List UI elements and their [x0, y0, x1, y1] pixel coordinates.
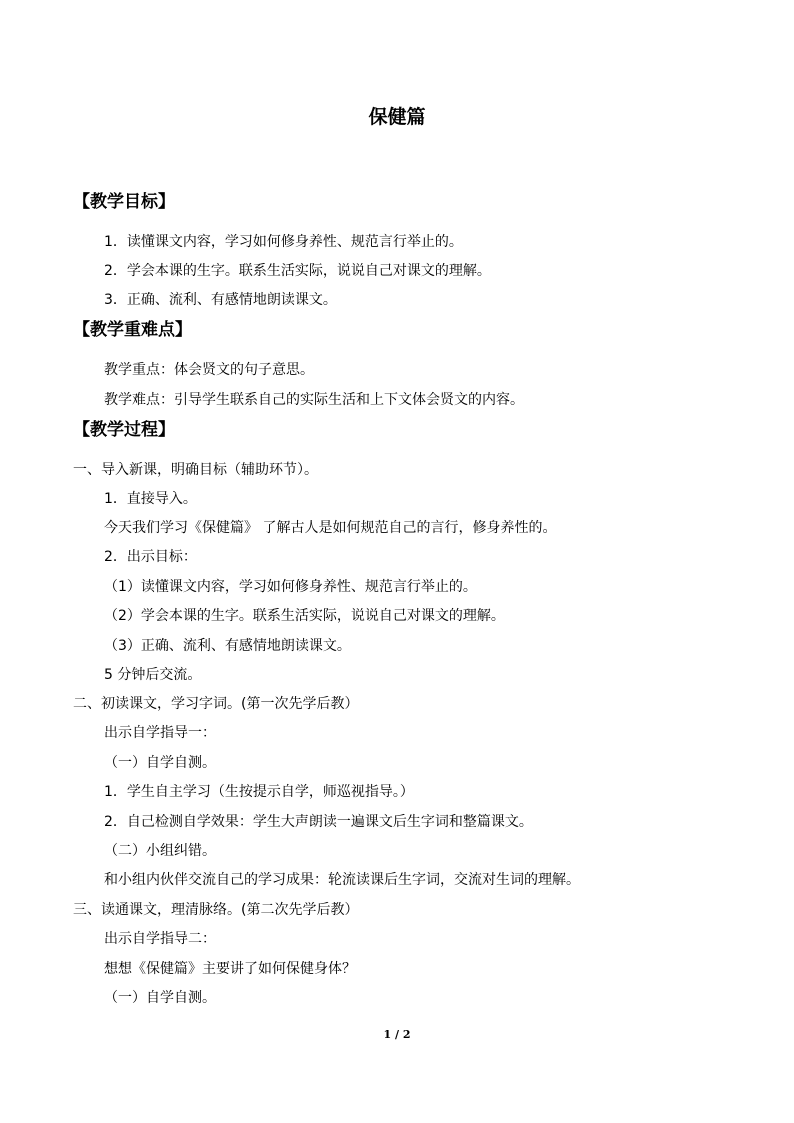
process-line: 5 分钟后交流。 [104, 667, 202, 683]
process-line: 一、导入新课，明确目标（辅助环节）。 [73, 462, 318, 478]
process-line: 出示自学指导二： [104, 931, 216, 947]
process-line: （3）正确、流利、有感情地朗读课文。 [104, 638, 351, 654]
goal-item: 1．读懂课文内容，学习如何修身养性、规范言行举止的。 [104, 234, 463, 250]
goal-item: 3．正确、流利、有感情地朗读课文。 [104, 292, 337, 308]
page-title: 保健篇 [368, 106, 426, 128]
process-line: 2．自己检测自学效果：学生大声朗读一遍课文后生字词和整篇课文。 [104, 814, 533, 830]
key-point-item: 教学难点：引导学生联系自己的实际生活和上下文体会贤文的内容。 [104, 392, 524, 408]
process-line: 1．学生自主学习（生按提示自学，师巡视指导。） [104, 784, 414, 800]
process-line: （2）学会本课的生字。联系生活实际，说说自己对课文的理解。 [104, 608, 505, 624]
process-line: 1．直接导入。 [104, 491, 197, 507]
process-line: （二）小组纠错。 [104, 843, 216, 859]
page-number: 1 / 2 [383, 1028, 411, 1041]
process-line: （1）读懂课文内容，学习如何修身养性、规范言行举止的。 [104, 579, 477, 595]
process-line: 出示自学指导一： [104, 725, 216, 741]
goal-item: 2．学会本课的生字。联系生活实际，说说自己对课文的理解。 [104, 263, 491, 279]
process-line: 和小组内伙伴交流自己的学习成果：轮流读课后生字词，交流对生词的理解。 [104, 872, 580, 888]
process-line: 2．出示目标： [104, 549, 197, 565]
process-line: 三、读通课文，理清脉络。(第二次先学后教） [73, 902, 359, 918]
process-line: （一）自学自测。 [104, 755, 216, 771]
process-line: 想想《保健篇》主要讲了如何保健身体？ [104, 961, 356, 977]
section-heading-key-points: 【教学重难点】 [73, 320, 192, 340]
process-line: 今天我们学习《保健篇》 了解古人是如何规范自己的言行，修身养性的。 [104, 520, 557, 536]
process-line: 二、初读课文，学习字词。(第一次先学后教） [73, 696, 359, 712]
process-line: （一）自学自测。 [104, 990, 216, 1006]
section-heading-process: 【教学过程】 [73, 420, 175, 440]
section-heading-goals: 【教学目标】 [73, 192, 175, 212]
key-point-item: 教学重点：体会贤文的句子意思。 [104, 362, 314, 378]
